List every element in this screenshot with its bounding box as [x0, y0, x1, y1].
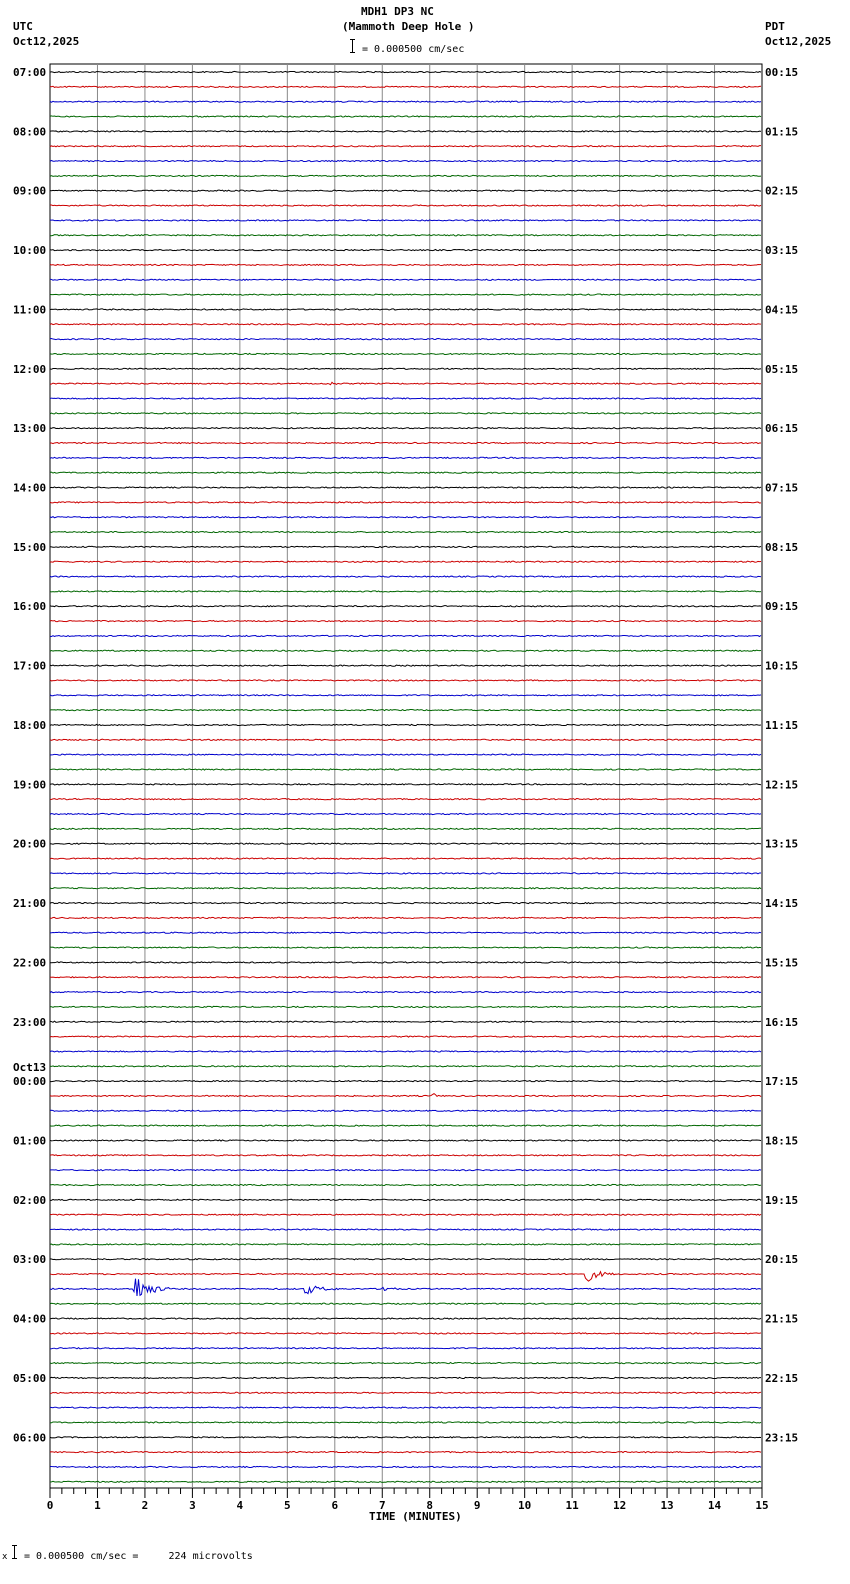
seismic-trace	[50, 398, 761, 399]
x-tick-label: 1	[94, 1499, 101, 1512]
pdt-hour-label: 20:15	[765, 1253, 799, 1267]
seismic-trace	[50, 339, 761, 340]
seismic-trace	[50, 695, 761, 696]
seismic-trace	[50, 650, 761, 651]
seismic-trace	[50, 828, 761, 829]
seismic-trace	[50, 324, 761, 325]
utc-hour-label: 19:00	[13, 778, 47, 792]
seismic-trace	[50, 1452, 761, 1453]
seismic-trace	[50, 1318, 761, 1319]
scale-value: = 0.000500 cm/sec	[362, 44, 465, 55]
x-tick-label: 2	[141, 1499, 149, 1512]
utc-hour-label: 09:00	[13, 184, 47, 198]
right-date: Oct12,2025	[765, 35, 832, 48]
seismic-trace	[50, 382, 761, 384]
seismic-trace	[50, 635, 761, 636]
seismic-trace	[50, 591, 761, 592]
seismic-trace	[50, 1272, 761, 1281]
seismic-trace	[50, 947, 761, 948]
station-location: (Mammoth Deep Hole )	[342, 20, 475, 33]
seismic-trace	[50, 888, 761, 889]
seismic-trace	[50, 116, 761, 117]
pdt-hour-label: 09:15	[765, 600, 799, 614]
x-axis-label: TIME (MINUTES)	[369, 1510, 462, 1523]
seismic-trace	[50, 858, 761, 859]
utc-hour-label: 08:00	[13, 125, 47, 139]
seismic-trace	[50, 620, 761, 621]
seismic-trace	[50, 1377, 761, 1378]
seismic-trace	[50, 1407, 761, 1408]
utc-hour-label: 07:00	[13, 66, 47, 79]
seismic-trace	[50, 86, 761, 87]
seismic-trace	[50, 1244, 761, 1245]
x-tick-label: 15	[755, 1499, 769, 1512]
seismic-trace	[50, 1125, 761, 1126]
utc-hour-label: 03:00	[13, 1253, 47, 1267]
seismic-trace	[50, 205, 761, 206]
seismic-trace	[50, 1199, 761, 1200]
utc-hour-label: 02:00	[13, 1193, 47, 1207]
seismic-trace	[50, 873, 761, 874]
seismic-trace	[50, 71, 761, 72]
seismic-trace	[50, 1066, 761, 1067]
right-timezone: PDT	[765, 20, 785, 33]
utc-hour-label: 06:00	[13, 1431, 47, 1445]
x-tick-label: 13	[660, 1499, 674, 1512]
seismic-trace	[50, 902, 761, 903]
seismic-trace	[50, 175, 761, 176]
seismic-trace	[50, 561, 761, 562]
x-tick-label: 12	[612, 1499, 627, 1512]
seismic-trace	[50, 1466, 761, 1467]
seismic-trace	[50, 710, 761, 711]
seismic-trace	[50, 1348, 761, 1349]
pdt-hour-label: 05:15	[765, 362, 799, 376]
seismic-trace	[50, 1036, 761, 1037]
seismic-trace	[50, 1422, 761, 1423]
seismic-trace	[50, 235, 761, 236]
pdt-hour-label: 13:15	[765, 837, 799, 851]
pdt-hour-label: 03:15	[765, 244, 799, 258]
utc-hour-label: 18:00	[13, 718, 47, 732]
seismic-trace	[50, 606, 761, 607]
seismic-trace	[50, 413, 761, 414]
seismic-trace	[50, 1006, 761, 1007]
utc-hour-label: 16:00	[13, 600, 47, 614]
seismic-trace	[50, 977, 761, 978]
seismic-trace	[50, 1081, 761, 1082]
utc-hour-label: 20:00	[13, 837, 47, 851]
pdt-hour-label: 07:15	[765, 481, 799, 495]
pdt-hour-label: 16:15	[765, 1015, 799, 1029]
seismic-trace	[50, 487, 761, 488]
seismic-trace	[50, 932, 761, 933]
seismic-trace	[50, 517, 761, 518]
pdt-hour-label: 18:15	[765, 1134, 799, 1148]
seismic-trace	[50, 220, 761, 221]
seismic-trace	[50, 368, 761, 369]
x-tick-label: 3	[189, 1499, 196, 1512]
seismic-trace	[50, 1155, 761, 1156]
footer-scale-text: = 0.000500 cm/sec = 224 microvolts	[24, 1551, 253, 1562]
pdt-hour-label: 02:15	[765, 184, 799, 198]
x-tick-label: 7	[378, 1499, 386, 1512]
seismic-trace	[50, 1051, 761, 1052]
seismic-trace	[50, 991, 761, 992]
utc-hour-label: 00:00	[13, 1075, 47, 1089]
seismic-trace	[50, 1229, 761, 1230]
utc-hour-label: 21:00	[13, 897, 47, 911]
pdt-hour-label: 01:15	[765, 125, 799, 139]
utc-hour-label: 17:00	[13, 659, 47, 673]
seismic-trace	[50, 1303, 761, 1304]
seismic-trace	[50, 546, 761, 547]
date-change-label: Oct13	[13, 1061, 47, 1075]
pdt-hour-label: 06:15	[765, 422, 799, 436]
seismic-trace	[50, 249, 761, 250]
utc-hour-label: 12:00	[13, 362, 47, 376]
footer-scale-prefix: x	[2, 1552, 8, 1562]
utc-hour-label: 01:00	[13, 1134, 47, 1148]
x-tick-label: 9	[473, 1499, 481, 1512]
seismic-trace	[50, 1392, 761, 1393]
x-tick-label: 8	[426, 1499, 434, 1512]
seismic-trace	[50, 784, 761, 785]
seismic-trace	[50, 843, 761, 844]
utc-hour-label: 14:00	[13, 481, 47, 495]
seismic-trace	[50, 190, 761, 191]
seismic-trace	[50, 1259, 761, 1260]
seismic-trace	[50, 279, 761, 280]
pdt-hour-label: 19:15	[765, 1193, 799, 1207]
seismic-trace	[50, 131, 761, 132]
seismic-trace	[50, 576, 761, 577]
seismic-trace	[50, 1094, 761, 1097]
pdt-hour-label: 08:15	[765, 540, 799, 554]
seismic-trace	[50, 160, 761, 161]
pdt-hour-label: 15:15	[765, 956, 799, 970]
seismic-trace	[50, 739, 761, 740]
seismic-trace	[50, 1333, 761, 1334]
seismic-trace	[50, 724, 761, 725]
seismic-trace	[50, 665, 761, 666]
seismic-trace	[50, 146, 761, 147]
seismic-trace	[50, 457, 761, 458]
x-tick-label: 11	[565, 1499, 579, 1512]
x-tick-label: 6	[331, 1499, 339, 1512]
utc-hour-label: 23:00	[13, 1015, 47, 1029]
x-tick-label: 10	[518, 1499, 532, 1512]
seismic-trace	[50, 680, 761, 681]
x-tick-label: 14	[707, 1499, 722, 1512]
seismic-trace	[50, 294, 761, 295]
seismic-trace	[50, 1110, 761, 1111]
seismic-trace	[50, 428, 761, 429]
station-title: MDH1 DP3 NC	[361, 5, 434, 18]
seismic-trace	[50, 353, 761, 354]
seismic-trace	[50, 472, 761, 473]
pdt-hour-label: 17:15	[765, 1075, 799, 1089]
utc-hour-label: 22:00	[13, 956, 47, 970]
seismic-trace	[50, 1170, 761, 1171]
seismic-trace	[50, 1021, 761, 1022]
utc-hour-label: 15:00	[13, 540, 47, 554]
seismic-trace	[50, 309, 761, 310]
seismic-trace	[50, 502, 761, 503]
seismic-trace	[50, 531, 761, 532]
pdt-hour-label: 00:15	[765, 66, 799, 79]
x-tick-label: 4	[236, 1499, 244, 1512]
seismic-trace	[50, 799, 761, 800]
utc-hour-label: 10:00	[13, 244, 47, 258]
seismic-trace	[50, 264, 761, 265]
seismic-trace	[50, 1140, 761, 1141]
x-tick-label: 0	[46, 1499, 54, 1512]
utc-hour-label: 05:00	[13, 1371, 47, 1385]
utc-hour-label: 04:00	[13, 1312, 47, 1326]
pdt-hour-label: 21:15	[765, 1312, 799, 1326]
utc-hour-label: 11:00	[13, 303, 47, 317]
seismic-trace	[50, 1279, 761, 1296]
pdt-hour-label: 22:15	[765, 1371, 799, 1385]
seismic-trace	[50, 962, 761, 963]
seismic-trace	[50, 769, 761, 770]
seismic-trace	[50, 813, 761, 814]
utc-hour-label: 13:00	[13, 422, 47, 436]
seismic-trace	[50, 1481, 761, 1482]
seismic-trace	[50, 1184, 761, 1185]
seismic-trace	[50, 1214, 761, 1215]
pdt-hour-label: 11:15	[765, 718, 799, 732]
pdt-hour-label: 23:15	[765, 1431, 799, 1445]
seismic-trace	[50, 442, 761, 443]
footer-scale-bar-icon	[14, 1545, 15, 1559]
seismic-trace	[50, 1437, 761, 1438]
seismic-trace	[50, 1362, 761, 1363]
seismic-trace	[50, 917, 761, 918]
pdt-hour-label: 14:15	[765, 897, 799, 911]
pdt-hour-label: 04:15	[765, 303, 799, 317]
seismic-trace	[50, 101, 761, 102]
seismic-trace	[50, 754, 761, 755]
left-timezone: UTC	[13, 20, 33, 33]
left-date: Oct12,2025	[13, 35, 80, 48]
pdt-hour-label: 12:15	[765, 778, 799, 792]
x-tick-label: 5	[284, 1499, 291, 1512]
pdt-hour-label: 10:15	[765, 659, 799, 673]
